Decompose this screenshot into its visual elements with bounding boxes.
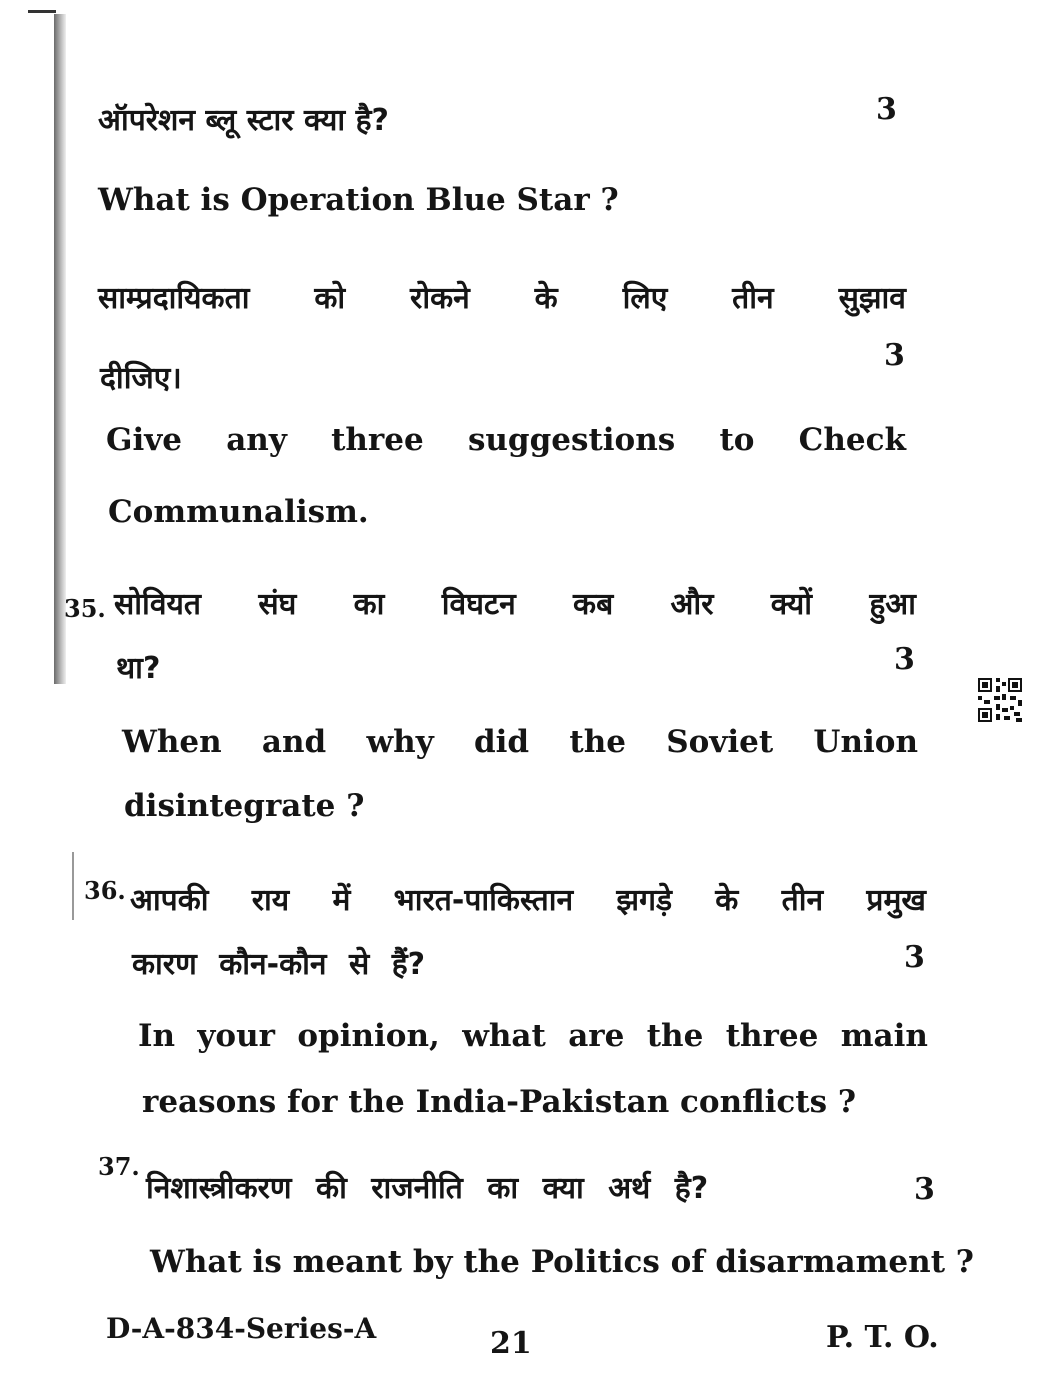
q35-hindi-line1 xyxy=(114,582,916,623)
q34-hindi-line1 xyxy=(98,276,906,317)
q35-hindi-line2: था? xyxy=(116,651,161,686)
q35-number: 35. xyxy=(64,594,106,623)
word: Union xyxy=(813,724,918,760)
word: सुझाव xyxy=(838,281,906,316)
q33-hindi: ऑपरेशन ब्लू स्टार क्या है? xyxy=(98,103,389,138)
paper-code: D-A-834-Series-A xyxy=(106,1312,377,1345)
binding-shadow xyxy=(54,14,66,684)
word: opinion, xyxy=(297,1018,440,1054)
margin-rule xyxy=(72,852,74,920)
q35-english-line2: disintegrate ? xyxy=(124,788,365,824)
word: Soviet xyxy=(666,724,774,760)
word: three xyxy=(725,1018,819,1054)
word: का xyxy=(353,587,385,622)
q37-number: 37. xyxy=(98,1152,140,1181)
word: In xyxy=(138,1018,176,1054)
word: तीन xyxy=(781,883,824,918)
word: झगड़े xyxy=(616,883,673,918)
word: what xyxy=(462,1018,546,1054)
q36-english-line1 xyxy=(138,1018,928,1054)
word: संघ xyxy=(258,587,297,622)
word: three xyxy=(331,422,424,458)
word: भारत-पाकिस्तान xyxy=(393,883,574,918)
word: When xyxy=(122,724,222,760)
word: suggestions xyxy=(467,422,676,458)
word: विघटन xyxy=(441,587,516,622)
word: राय xyxy=(251,883,290,918)
word: तीन xyxy=(732,281,774,316)
q34-marks: 3 xyxy=(884,338,905,373)
pto-label: P. T. O. xyxy=(826,1320,939,1355)
word: to xyxy=(719,422,755,458)
q34-english-line1 xyxy=(106,422,906,458)
q36-number: 36. xyxy=(84,876,126,905)
word: कब xyxy=(573,587,614,622)
word: को xyxy=(314,281,346,316)
word: आपकी xyxy=(130,883,209,918)
word: और xyxy=(670,587,714,622)
q36-english-line2: reasons for the India-Pakistan conflicts ? xyxy=(142,1084,857,1120)
word: के xyxy=(534,281,558,316)
word: क्यों xyxy=(770,587,813,622)
word: and xyxy=(261,724,327,760)
word: the xyxy=(646,1018,704,1054)
word: Give xyxy=(106,422,182,458)
q36-marks: 3 xyxy=(904,940,925,975)
word: रोकने xyxy=(410,281,470,316)
word: any xyxy=(226,422,287,458)
q34-hindi-line2: दीजिए। xyxy=(100,361,182,396)
q36-hindi-line1 xyxy=(130,878,926,919)
word: साम्प्रदायिकता xyxy=(98,281,250,316)
word: did xyxy=(473,724,530,760)
q35-marks: 3 xyxy=(894,642,915,677)
q36-hindi-line2: कारण कौन-कौन से हैं? xyxy=(132,947,426,982)
word: your xyxy=(197,1018,275,1054)
word: प्रमुख xyxy=(866,883,926,918)
q37-english: What is meant by the Politics of disarmament ? xyxy=(150,1244,974,1280)
q35-english-line1 xyxy=(122,724,918,760)
word: why xyxy=(366,724,434,760)
page-number: 21 xyxy=(490,1326,532,1361)
word: are xyxy=(568,1018,625,1054)
q33-english: What is Operation Blue Star ? xyxy=(98,182,619,218)
q33-marks: 3 xyxy=(876,92,897,127)
q37-marks: 3 xyxy=(914,1172,935,1207)
binding-mark xyxy=(28,10,56,13)
word: main xyxy=(840,1018,928,1054)
word: हुआ xyxy=(869,587,916,622)
qr-code-icon xyxy=(976,676,1024,724)
word: Check xyxy=(798,422,906,458)
word: लिए xyxy=(622,281,668,316)
q34-english-line2: Communalism. xyxy=(108,494,369,530)
word: में xyxy=(332,883,351,918)
q37-hindi: निशास्त्रीकरण की राजनीति का क्या अर्थ है? xyxy=(146,1171,709,1206)
word: the xyxy=(569,724,626,760)
word: के xyxy=(715,883,739,918)
word: सोवियत xyxy=(114,587,201,622)
